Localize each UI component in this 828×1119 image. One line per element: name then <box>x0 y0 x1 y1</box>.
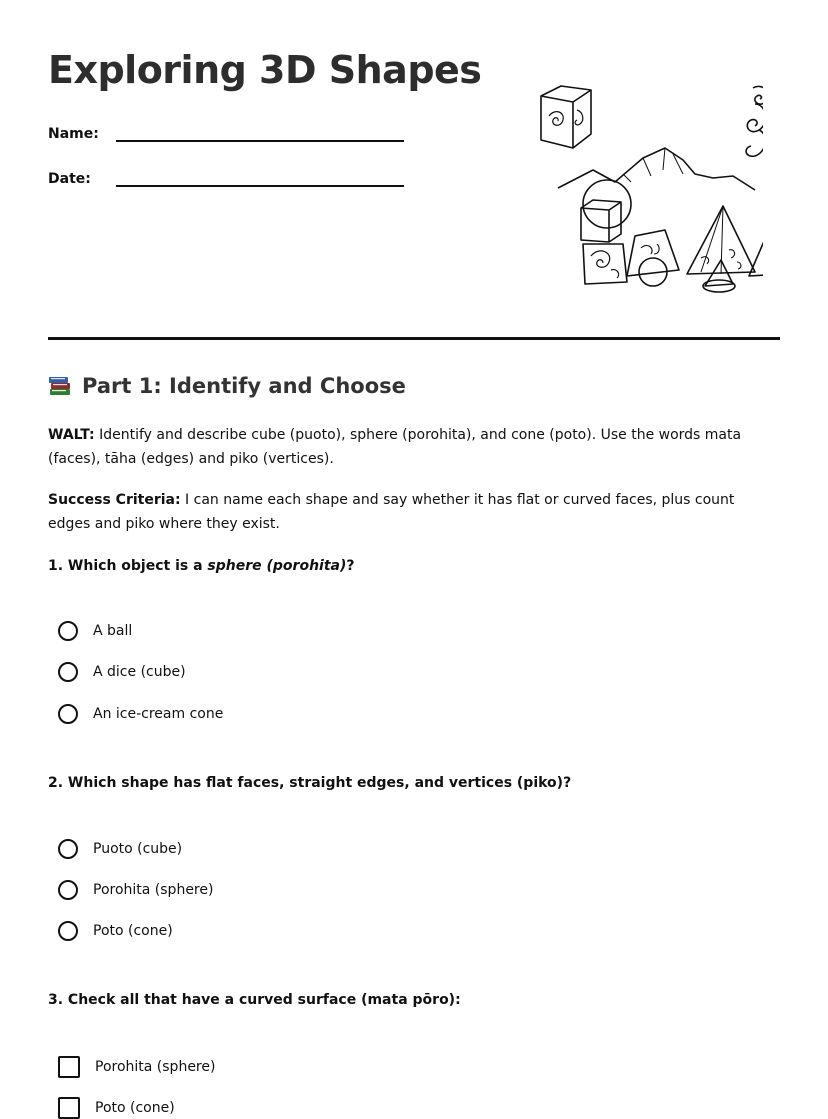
name-field <box>48 118 404 142</box>
question-1-suffix: ? <box>346 558 355 574</box>
radio-button[interactable] <box>58 880 78 900</box>
question-1-prefix: 1. Which object is a <box>48 558 208 574</box>
name-input-line[interactable] <box>116 118 404 142</box>
walt-paragraph <box>48 423 778 471</box>
checkbox[interactable] <box>58 1056 80 1078</box>
option-label: Porohita (sphere) <box>95 1059 216 1075</box>
radio-button[interactable] <box>58 704 78 724</box>
radio-button[interactable] <box>58 921 78 941</box>
q1-option-cone[interactable] <box>58 704 223 724</box>
part1-title: Part 1: Identify and Choose <box>82 374 406 398</box>
date-input-line[interactable] <box>116 163 404 187</box>
option-label: A dice (cube) <box>93 664 186 680</box>
question-2: 2. Which shape has flat faces, straight edges, and vertices (piko)? <box>48 775 572 791</box>
q1-option-dice[interactable] <box>58 662 186 682</box>
question-3: 3. Check all that have a curved surface (mata pōro): <box>48 992 461 1008</box>
success-criteria-paragraph <box>48 488 778 536</box>
q1-option-ball[interactable] <box>58 621 132 641</box>
walt-text: Identify and describe cube (puoto), sphere (porohita), and cone (poto). Use the words mata (faces), tāha (edges) and piko (vertices). <box>48 427 742 467</box>
page-title: Exploring 3D Shapes <box>48 48 482 92</box>
option-label: Porohita (sphere) <box>93 882 214 898</box>
option-label: Poto (cone) <box>93 923 173 939</box>
books-icon <box>48 375 72 397</box>
radio-button[interactable] <box>58 621 78 641</box>
option-label: Puoto (cube) <box>93 841 183 857</box>
q2-option-cone[interactable] <box>58 921 173 941</box>
date-field <box>48 163 404 187</box>
q2-option-cube[interactable] <box>58 839 182 859</box>
q3-option-sphere[interactable] <box>58 1056 215 1078</box>
q3-option-cone[interactable] <box>58 1097 175 1119</box>
option-label: A ball <box>93 623 133 639</box>
part1-heading <box>48 374 406 398</box>
date-label: Date: <box>48 171 91 187</box>
success-criteria-label: Success Criteria: <box>48 492 181 508</box>
option-label: An ice-cream cone <box>93 706 224 722</box>
section-divider <box>48 337 780 340</box>
name-label: Name: <box>48 126 99 142</box>
option-label: Poto (cone) <box>95 1100 175 1116</box>
radio-button[interactable] <box>58 662 78 682</box>
checkbox[interactable] <box>58 1097 80 1119</box>
question-1-emphasis: sphere (porohita) <box>207 558 347 574</box>
question-1 <box>48 558 355 574</box>
walt-label: WALT: <box>48 427 95 443</box>
success-criteria-text: I can name each shape and say whether it has flat or curved faces, plus count edges and piko where they exist. <box>48 492 735 532</box>
q2-option-sphere[interactable] <box>58 880 213 900</box>
3d-shapes-illustration <box>523 78 763 308</box>
radio-button[interactable] <box>58 839 78 859</box>
